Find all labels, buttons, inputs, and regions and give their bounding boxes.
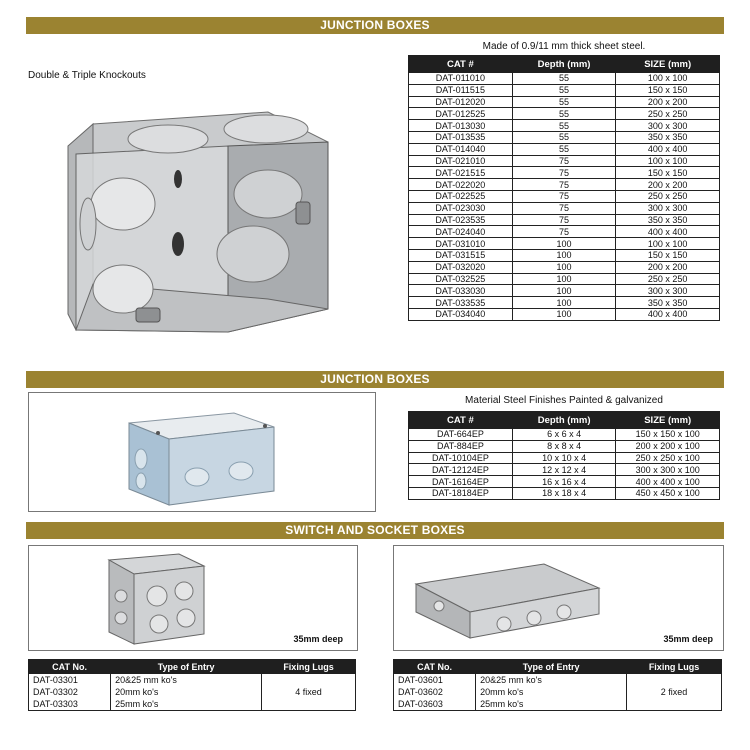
cat-no: DAT-03303 xyxy=(33,699,78,709)
entry-type-header: Type of Entry xyxy=(111,660,262,674)
entry-type: 20&25 mm ko's xyxy=(115,675,177,685)
table-row xyxy=(409,73,720,85)
junction-boxes-header-2: JUNCTION BOXES xyxy=(26,371,724,388)
cat-number-cell: DAT-022525 xyxy=(409,190,513,202)
table-row xyxy=(409,476,720,488)
cat-no: DAT-03302 xyxy=(33,687,78,697)
depth-cell: 100 xyxy=(512,285,616,297)
junction-boxes-header-1: JUNCTION BOXES xyxy=(26,17,724,34)
cat-no: DAT-03301 xyxy=(33,675,78,685)
cat-no: DAT-03601 xyxy=(398,675,443,685)
table-row xyxy=(409,202,720,214)
size-cell: 250 x 250 xyxy=(616,108,720,120)
size-cell: 150 x 150 xyxy=(616,249,720,261)
cat-number-cell: DAT-011010 xyxy=(409,73,513,85)
depth-cell: 75 xyxy=(512,226,616,238)
table-row xyxy=(409,249,720,261)
table-row xyxy=(409,226,720,238)
switch-box-table-right xyxy=(393,659,722,711)
size-cell: 400 x 400 xyxy=(616,143,720,155)
cat-number-cell: DAT-884EP xyxy=(409,440,513,452)
depth-cell: 75 xyxy=(512,202,616,214)
size-cell: 150 x 150 xyxy=(616,167,720,179)
material-finish-caption: Material Steel Finishes Painted & galvanized xyxy=(465,395,663,406)
size-cell: 100 x 100 xyxy=(616,73,720,85)
depth-cell: 100 xyxy=(512,249,616,261)
cat-number-cell: DAT-10104EP xyxy=(409,452,513,464)
depth-cell: 55 xyxy=(512,73,616,85)
size-cell: 100 x 100 xyxy=(616,238,720,250)
cat-number-cell: DAT-011515 xyxy=(409,84,513,96)
table-row xyxy=(409,261,720,273)
depth-cell: 55 xyxy=(512,108,616,120)
size-cell: 200 x 200 xyxy=(616,179,720,191)
cat-number-cell: DAT-021515 xyxy=(409,167,513,179)
table-row xyxy=(409,214,720,226)
table-row xyxy=(409,155,720,167)
metal-junction-box-image xyxy=(28,84,374,362)
size-cell: 300 x 300 xyxy=(616,120,720,132)
sheet-steel-caption: Made of 0.9/11 mm thick sheet steel. xyxy=(482,41,646,52)
size-cell: 200 x 200 x 100 xyxy=(616,440,720,452)
cat-number-cell: DAT-031010 xyxy=(409,238,513,250)
table-row xyxy=(409,190,720,202)
depth-cell: 100 xyxy=(512,261,616,273)
table-row xyxy=(409,452,720,464)
fixing-lugs-value: 2 fixed xyxy=(627,674,722,711)
depth-cell: 100 xyxy=(512,238,616,250)
table-row xyxy=(409,179,720,191)
depth-cell: 55 xyxy=(512,143,616,155)
depth-header: Depth (mm) xyxy=(512,412,616,429)
depth-header: Depth (mm) xyxy=(512,56,616,73)
table-row xyxy=(409,487,720,499)
table-row xyxy=(409,167,720,179)
depth-cell: 55 xyxy=(512,96,616,108)
cat-number-cell: DAT-014040 xyxy=(409,143,513,155)
painted-junction-spec-table xyxy=(408,411,720,500)
size-cell: 200 x 200 xyxy=(616,261,720,273)
depth-cell: 75 xyxy=(512,190,616,202)
junction-box-spec-table xyxy=(408,55,720,321)
depth-cell: 10 x 10 x 4 xyxy=(512,452,616,464)
switch-box-table-left xyxy=(28,659,356,711)
size-cell: 250 x 250 xyxy=(616,190,720,202)
table-row xyxy=(409,96,720,108)
cat-number-cell: DAT-033030 xyxy=(409,285,513,297)
fixing-lugs-header: Fixing Lugs xyxy=(262,660,356,674)
size-cell: 400 x 400 xyxy=(616,226,720,238)
cat-header: CAT # xyxy=(409,412,513,429)
cat-number-cell: DAT-012020 xyxy=(409,96,513,108)
table-row xyxy=(409,285,720,297)
depth-cell: 75 xyxy=(512,179,616,191)
size-cell: 350 x 350 xyxy=(616,214,720,226)
depth-cell: 8 x 8 x 4 xyxy=(512,440,616,452)
entry-type-header: Type of Entry xyxy=(476,660,627,674)
table-row xyxy=(409,429,720,441)
double-switch-box-image xyxy=(393,545,724,651)
cat-number-cell: DAT-032525 xyxy=(409,273,513,285)
cat-number-cell: DAT-033535 xyxy=(409,297,513,309)
cat-number-cell: DAT-034040 xyxy=(409,308,513,320)
size-cell: 400 x 400 x 100 xyxy=(616,476,720,488)
cat-number-cell: DAT-032020 xyxy=(409,261,513,273)
table-row xyxy=(409,273,720,285)
cat-number-cell: DAT-18184EP xyxy=(409,487,513,499)
size-header: SIZE (mm) xyxy=(616,412,720,429)
entry-cell xyxy=(111,674,262,711)
depth-label-left: 35mm deep xyxy=(293,634,343,644)
cat-number-cell: DAT-012525 xyxy=(409,108,513,120)
size-cell: 200 x 200 xyxy=(616,96,720,108)
depth-cell: 100 xyxy=(512,297,616,309)
depth-cell: 75 xyxy=(512,155,616,167)
table-row xyxy=(409,464,720,476)
table-row xyxy=(409,143,720,155)
size-cell: 300 x 300 xyxy=(616,202,720,214)
square-switch-box-image xyxy=(28,545,358,651)
cat-number-cell: DAT-664EP xyxy=(409,429,513,441)
entry-type: 25mm ko's xyxy=(115,699,159,709)
size-cell: 350 x 350 xyxy=(616,297,720,309)
entry-type: 20&25 mm ko's xyxy=(480,675,542,685)
size-cell: 150 x 150 x 100 xyxy=(616,429,720,441)
size-cell: 450 x 450 x 100 xyxy=(616,487,720,499)
table-row xyxy=(409,84,720,96)
knockouts-caption: Double & Triple Knockouts xyxy=(28,70,146,81)
size-cell: 300 x 300 x 100 xyxy=(616,464,720,476)
switch-socket-boxes-header: SWITCH AND SOCKET BOXES xyxy=(26,522,724,539)
entry-cell xyxy=(476,674,627,711)
size-cell: 250 x 250 xyxy=(616,273,720,285)
cat-number-cell: DAT-031515 xyxy=(409,249,513,261)
cat-number-cell: DAT-013535 xyxy=(409,131,513,143)
entry-type: 20mm ko's xyxy=(480,687,524,697)
size-cell: 350 x 350 xyxy=(616,131,720,143)
size-cell: 300 x 300 xyxy=(616,285,720,297)
cat-number-cell: DAT-16164EP xyxy=(409,476,513,488)
depth-cell: 75 xyxy=(512,214,616,226)
table-row xyxy=(409,308,720,320)
fixing-lugs-value: 4 fixed xyxy=(262,674,356,711)
table-row xyxy=(409,297,720,309)
table-row xyxy=(409,238,720,250)
table-row xyxy=(409,131,720,143)
table-row xyxy=(409,440,720,452)
cat-number-cell: DAT-024040 xyxy=(409,226,513,238)
table-row xyxy=(409,108,720,120)
cat-number-cell: DAT-022020 xyxy=(409,179,513,191)
fixing-lugs-header: Fixing Lugs xyxy=(627,660,722,674)
entry-type: 25mm ko's xyxy=(480,699,524,709)
depth-cell: 75 xyxy=(512,167,616,179)
cat-no-header: CAT No. xyxy=(29,660,111,674)
cat-no-header: CAT No. xyxy=(394,660,476,674)
depth-cell: 6 x 6 x 4 xyxy=(512,429,616,441)
size-cell: 100 x 100 xyxy=(616,155,720,167)
cat-no: DAT-03602 xyxy=(398,687,443,697)
size-cell: 150 x 150 xyxy=(616,84,720,96)
depth-label-right: 35mm deep xyxy=(663,634,713,644)
table-row xyxy=(409,120,720,132)
entry-type: 20mm ko's xyxy=(115,687,159,697)
cat-number-cell: DAT-023030 xyxy=(409,202,513,214)
cat-no-cell xyxy=(394,674,476,711)
depth-cell: 55 xyxy=(512,84,616,96)
cat-no: DAT-03603 xyxy=(398,699,443,709)
cat-number-cell: DAT-12124EP xyxy=(409,464,513,476)
cat-number-cell: DAT-013030 xyxy=(409,120,513,132)
size-header: SIZE (mm) xyxy=(616,56,720,73)
size-cell: 250 x 250 x 100 xyxy=(616,452,720,464)
cat-header: CAT # xyxy=(409,56,513,73)
depth-cell: 100 xyxy=(512,308,616,320)
depth-cell: 16 x 16 x 4 xyxy=(512,476,616,488)
cat-no-cell xyxy=(29,674,111,711)
cat-number-cell: DAT-021010 xyxy=(409,155,513,167)
painted-junction-box-image xyxy=(28,392,376,512)
depth-cell: 12 x 12 x 4 xyxy=(512,464,616,476)
depth-cell: 100 xyxy=(512,273,616,285)
cat-number-cell: DAT-023535 xyxy=(409,214,513,226)
size-cell: 400 x 400 xyxy=(616,308,720,320)
depth-cell: 55 xyxy=(512,131,616,143)
depth-cell: 55 xyxy=(512,120,616,132)
depth-cell: 18 x 18 x 4 xyxy=(512,487,616,499)
